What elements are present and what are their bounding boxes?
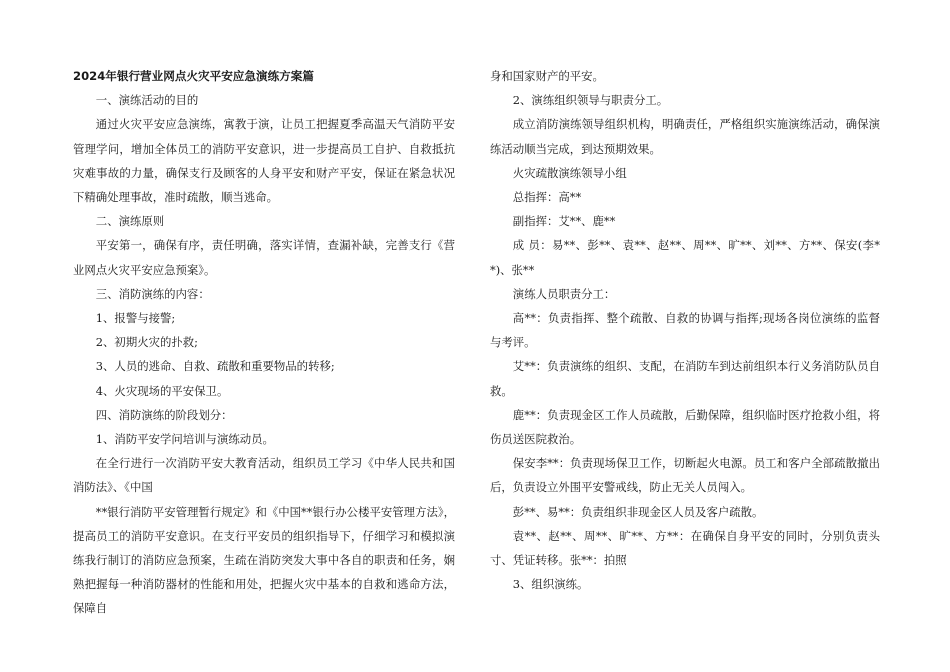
paragraph-continuation: 身和国家财产的平安。 — [490, 69, 604, 83]
duty-item: 鹿**：负责现金区工作人员疏散，后勤保障，组织临时医疗抢救小组，将伤员送医院救治。 — [490, 407, 880, 447]
subsection-heading-drill: 3、组织演练。 — [512, 577, 589, 592]
paragraph-training-continued: **银行消防平安管理暂行规定》和《中国**银行办公楼平安管理方法》，提高员工的消防平安意识。在支行平安员的组织指导下，仔细学习和模拟演练我行制订的消防应急预案，生疏在消防突发大事中各自的职责和任务，娴熟把握每一种消防器材的性能和用处，把握火灾中基本的自救和逃命方法，保障自 — [73, 504, 455, 616]
deputy-commander-line: 副指挥：艾**、鹿** — [512, 214, 616, 229]
right-column — [490, 64, 880, 596]
section-heading-purpose: 一、演练活动的目的 — [95, 93, 199, 108]
members-line: 成 员：易**、彭**、袁**、赵**、周**、旷**、刘**、方**、保安(李**)、张** — [490, 238, 880, 277]
list-item: 3、人员的逃命、自救、疏散和重要物品的转移; — [95, 359, 335, 374]
subsection-heading-organization: 2、演练组织领导与职责分工。 — [512, 93, 669, 108]
paragraph-organization: 成立消防演练领导组织机构，明确责任，严格组织实施演练活动，确保演练活动顺当完成，到达预期效果。 — [490, 117, 880, 156]
duty-item: 保安李**：负责现场保卫工作，切断起火电源。员工和客户全部疏散撤出后，负责设立外围平安警戒线，防止无关人员闯入。 — [490, 456, 880, 495]
leadership-group-heading: 火灾疏散演练领导小组 — [512, 165, 627, 180]
section-heading-content: 三、消防演练的内容： — [95, 286, 210, 301]
duty-item: 彭**、易**：负责组织非现金区人员及客户疏散。 — [512, 504, 764, 519]
commander-line: 总指挥：高** — [512, 190, 582, 205]
left-column — [73, 64, 455, 621]
paragraph-principles: 平安第一，确保有序，责任明确，落实详情，查漏补缺，完善支行《营业网点火灾平安应急预案》。 — [73, 238, 455, 277]
list-item: 4、火灾现场的平安保卫。 — [95, 383, 229, 398]
duty-item: 袁**、赵**、周**、旷**、方**：在确保自身平安的同时，分别负责头寸、凭证转移。张**：拍照 — [490, 528, 880, 568]
section-heading-principles: 二、演练原则 — [95, 214, 165, 229]
duties-heading: 演练人员职责分工： — [512, 286, 616, 301]
paragraph-training: 在全行进行一次消防平安大教育活动，组织员工学习《中华人民共和国消防法》、《中国 — [73, 456, 455, 495]
duty-item: 高**：负责指挥、整个疏散、自救的协调与指挥;现场各岗位演练的监督与考评。 — [490, 311, 880, 350]
document-title: 2024年银行营业网点火灾平安应急演练方案篇 — [73, 69, 314, 83]
duty-item: 艾**：负责演练的组织、支配，在消防车到达前组织本行义务消防队员自救。 — [490, 359, 880, 398]
subsection-heading-training: 1、消防平安学问培训与演练动员。 — [95, 432, 274, 447]
list-item: 1、报警与接警; — [95, 311, 176, 326]
list-item: 2、初期火灾的扑救; — [95, 335, 199, 350]
paragraph-purpose: 通过火灾平安应急演练，寓教于演，让员工把握夏季高温天气消防平安管理学问，增加全体员工的消防平安意识，进一步提高员工自护、自救抵抗灾难事故的力量，确保支行及顾客的人身平安和财产平安，保证在紧急状况下精确处理事故，准时疏散，顺当逃命。 — [73, 117, 455, 205]
section-heading-stages: 四、消防演练的阶段划分： — [95, 407, 233, 422]
